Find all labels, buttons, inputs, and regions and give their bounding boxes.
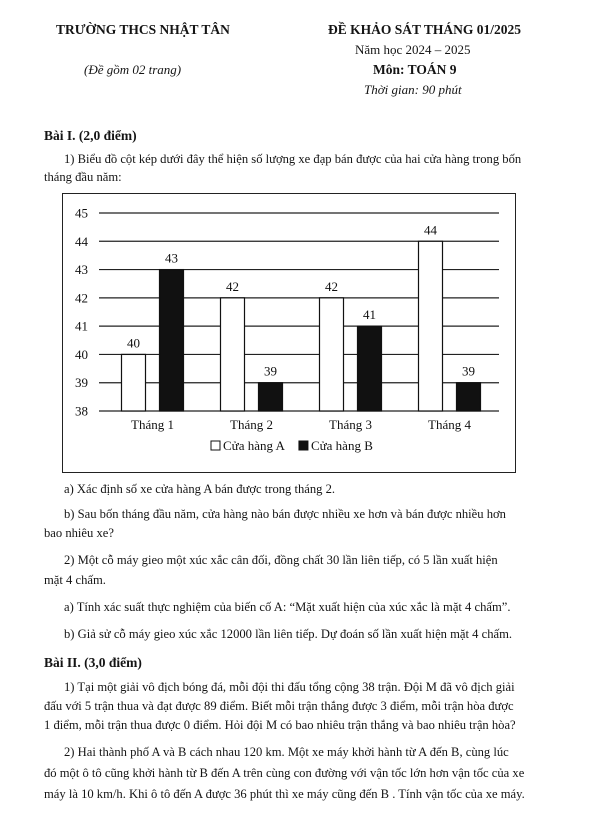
y-tick-label: 45	[75, 205, 88, 221]
legend-label: Cửa hàng A	[223, 438, 285, 453]
problem-1-line2: đấu với 5 trận thua và đạt được 89 điểm. Biết mỗi trận thắng được 3 điểm, mỗi trận hòa được	[44, 699, 514, 713]
data-label: 41	[363, 307, 376, 323]
x-tick-label: Tháng 2	[230, 417, 273, 432]
question-1b-line2: bao nhiêu xe?	[44, 526, 114, 540]
question-1a: a) Xác định số xe cửa hàng A bán được trong tháng 2.	[64, 482, 336, 496]
y-tick-label: 41	[75, 318, 88, 334]
problem-2-line1: 2) Hai thành phố A và B cách nhau 120 km. Một xe máy khởi hành từ A đến B, cùng lúc	[64, 745, 509, 759]
bar-store-b	[457, 383, 481, 411]
bar-store-b	[358, 326, 382, 411]
problem-1-line3: 1 điểm, mỗi trận thua được 0 điểm. Hỏi đội M có bao nhiêu trận thắng và bao nhiêu trận hòa?	[44, 718, 516, 732]
problem-2-line3: máy là 10 km/h. Khi ô tô đến A được 36 phút thì xe máy cũng đến B . Tính vận tốc của xe máy.	[44, 787, 525, 801]
data-label: 39	[264, 363, 277, 379]
data-label: 42	[325, 278, 338, 294]
data-label: 44	[424, 222, 437, 238]
bar-store-a	[320, 298, 344, 411]
question-2a: a) Tính xác suất thực nghiệm của biến cố A: “Mặt xuất hiện của xúc xắc là mặt 4 chấm”.	[64, 600, 511, 614]
y-tick-label: 44	[75, 233, 88, 249]
y-tick-label: 39	[75, 375, 88, 391]
data-label: 42	[226, 278, 239, 294]
bar-chart-svg	[63, 194, 515, 472]
x-tick-label: Tháng 1	[131, 417, 174, 432]
pages-note: (Đề gồm 02 trang)	[84, 62, 182, 77]
question-2b: b) Giả sử cỗ máy gieo xúc xắc 12000 lần liên tiếp. Dự đoán số lần xuất hiện mặt 4 chấm.	[64, 627, 513, 641]
section-2-title: Bài II. (3,0 điểm)	[44, 655, 142, 670]
x-tick-label: Tháng 3	[329, 417, 372, 432]
x-tick-label: Tháng 4	[428, 417, 471, 432]
exam-title: ĐỀ KHẢO SÁT THÁNG 01/2025	[328, 22, 522, 37]
question-2-line1: 2) Một cỗ máy gieo một xúc xắc cân đối, đồng chất 30 lần liên tiếp, có 5 lần xuất hiện	[64, 553, 498, 567]
y-tick-label: 42	[75, 290, 88, 306]
bar-store-a	[122, 354, 146, 411]
legend-swatch	[211, 441, 220, 450]
legend-label: Cửa hàng B	[310, 438, 373, 453]
exam-time: Thời gian: 90 phút	[364, 82, 462, 97]
data-label: 43	[165, 250, 178, 266]
bar-chart	[62, 193, 516, 473]
bar-store-a	[419, 241, 443, 411]
data-label: 39	[462, 363, 475, 379]
question-1-intro: 1) Biểu đồ cột kép dưới đây thể hiện số lượng xe đạp bán được của hai cửa hàng trong bốn tháng đầu năm:	[44, 152, 522, 185]
y-tick-label: 40	[75, 346, 88, 362]
problem-1-line1: 1) Tại một giải vô địch bóng đá, mỗi đội thi đấu tổng cộng 38 trận. Đội M đã vô địch giải	[64, 680, 515, 694]
bar-store-b	[259, 383, 283, 411]
bar-store-b	[160, 270, 184, 411]
section-1-title: Bài I. (2,0 điểm)	[44, 128, 137, 143]
question-1b-line1: b) Sau bốn tháng đầu năm, cửa hàng nào bán được nhiều xe hơn và bán được nhiều hơn	[64, 507, 506, 521]
y-tick-label: 43	[75, 262, 88, 278]
problem-2-line2: đó một ô tô cũng khởi hành từ B đến A trên cùng con đường với vận tốc lớn hơn vận tốc của xe	[44, 766, 525, 780]
bar-store-a	[221, 298, 245, 411]
school-year: Năm học 2024 – 2025	[355, 42, 471, 57]
data-label: 40	[127, 335, 140, 351]
y-tick-label: 38	[75, 403, 88, 419]
legend-swatch	[299, 441, 308, 450]
school-name: TRƯỜNG THCS NHẬT TÂN	[56, 22, 230, 37]
subject: Môn: TOÁN 9	[373, 62, 457, 77]
question-2-line2: mặt 4 chấm.	[44, 573, 106, 587]
